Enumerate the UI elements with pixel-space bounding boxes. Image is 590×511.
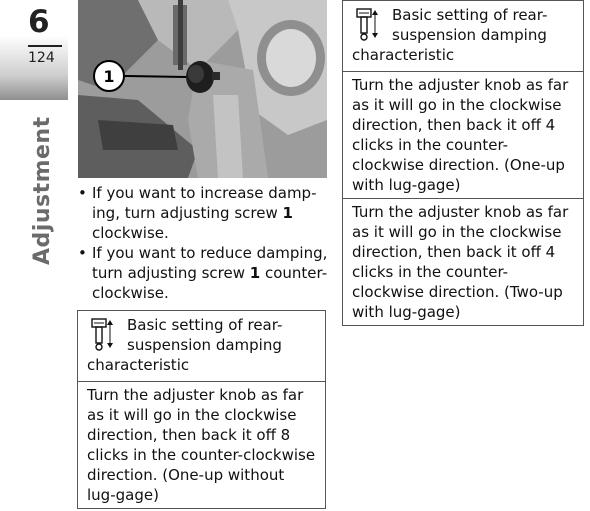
box-header-line: Basic setting of rear- [127, 316, 283, 334]
chapter-tab [0, 0, 68, 100]
box-header-line: characteristic [352, 46, 455, 64]
box-row: Turn the adjuster knob as far as it will go in the clockwise direction, then back it off 4 clicks in the counter-clockwise direction. (Two-up with lug-gage) [343, 198, 583, 325]
box-header-line: characteristic [87, 356, 190, 374]
chapter-rule [28, 45, 62, 47]
box-header-line: Basic setting of rear- [392, 6, 548, 24]
box-row: Turn the adjuster knob as far as it will go in the clockwise direction, then back it off 4 clicks in the counter-clockwise direction. (One-up with lug-gage) [352, 76, 569, 194]
box-row: Turn the adjuster knob as far as it will go in the clockwise direction, then back it off 8 clicks in the counter-clockwise direction. (One-up without lug-gage) [87, 386, 316, 504]
section-title: Adjustment [30, 116, 55, 265]
box-header [343, 1, 583, 72]
instruction-list [78, 183, 328, 303]
box-header [78, 311, 325, 382]
page-number: 124 [28, 50, 55, 66]
bullet-item: • If you want to reduce damping, turn adjusting screw 1 counter-clockwise. [78, 243, 328, 303]
damping-setting-box-one-up-without-luggage [77, 310, 326, 509]
box-header-line: suspension damping [127, 336, 282, 354]
damping-setting-box-with-luggage [342, 0, 584, 326]
shock-absorber-icon [353, 7, 379, 43]
box-header-line: suspension damping [392, 26, 547, 44]
bullet-item: • If you want to increase damp-ing, turn adjusting screw 1 clockwise. [78, 183, 328, 243]
callout-label: 1 [103, 67, 115, 86]
adjuster-photo [78, 0, 327, 178]
shock-absorber-icon [88, 317, 114, 353]
chapter-number: 6 [28, 4, 50, 40]
